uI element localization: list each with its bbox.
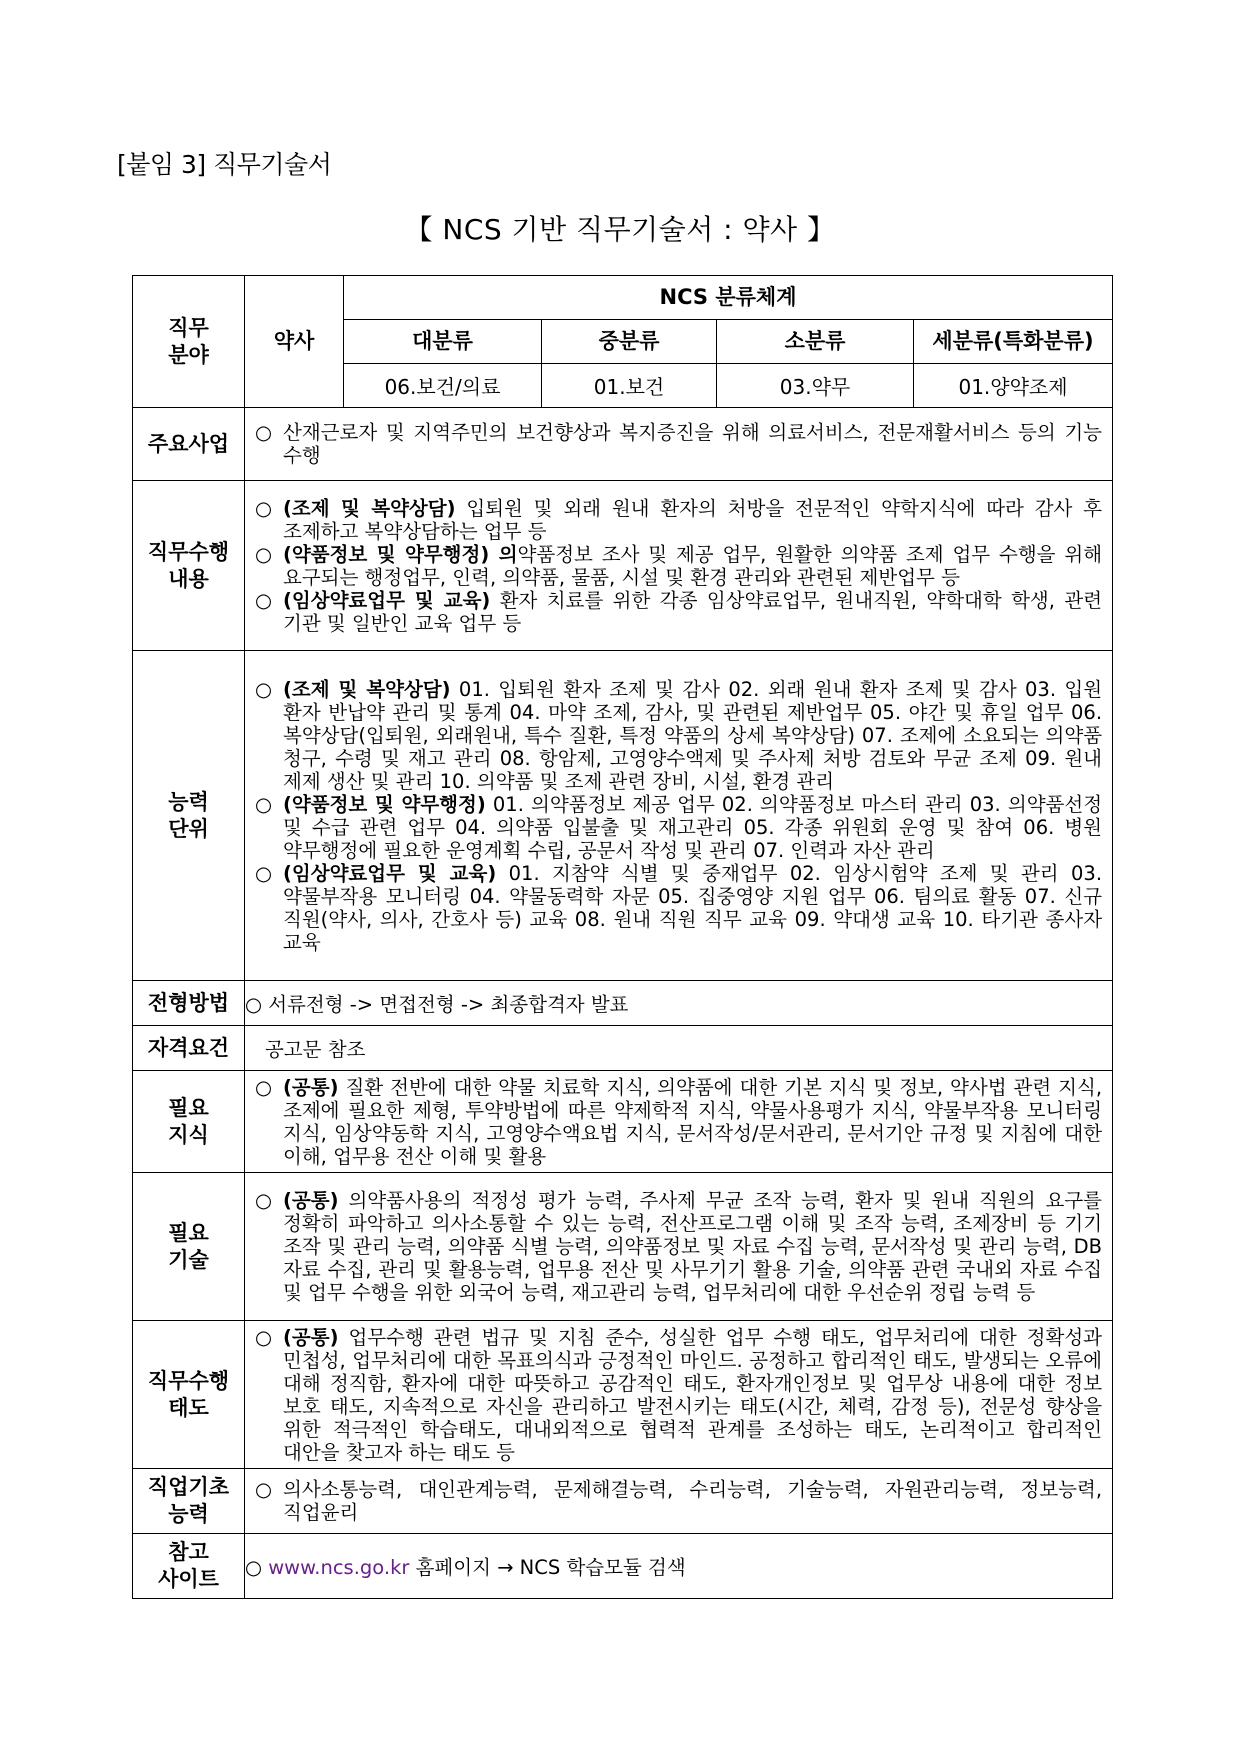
qualification-row [133, 1026, 1113, 1071]
job-field-label: 직무 분야 [133, 276, 245, 408]
basic-competency-content [245, 1469, 1113, 1534]
ncs-column: 세분류(특화분류) [914, 320, 1113, 364]
reference-row [133, 1534, 1113, 1599]
main-business-content [245, 408, 1113, 481]
bullet-icon: ○ [255, 421, 273, 444]
row-label: 전형방법 [133, 981, 245, 1026]
bullet-icon: ○ [245, 993, 263, 1016]
bullet-item: ○ (조제 및 복약상담) 01. 입퇴원 환자 조제 및 감사 02. 외래 원내 환자 조제 및 감사 03. 입원 환자 반납약 관리 및 통계 04. 마약 조제, 감사, 및 관련된 제반업무 05. 야간 및 휴일 업무 06. 복약상담(입퇴원, 외래원내, 특수 질환, 특정 약품의 상세 복약상담) 07. 조제에 소요되는 의약품 청구, 수령 및 재고 관리 08. 항암제, 고영양수액제 및 주사제 처방 검토와 무균 조제 09. 원내 제제 생산 및 관리 10. 의약품 및 조제 관련 장비, 시설, 환경 관리 [255, 677, 1103, 793]
duties-content [245, 481, 1113, 651]
competency-content [245, 651, 1113, 981]
row-label: 능력 단위 [133, 651, 245, 981]
bullet-icon: ○ [255, 1189, 273, 1212]
main-business-row [133, 408, 1113, 481]
duties-row [133, 481, 1113, 651]
bullet-icon: ○ [255, 1325, 273, 1349]
bullet-item: ○ (공통) 의약품사용의 적정성 평가 능력, 주사제 무균 조작 능력, 환자 및 원내 직원의 요구를 정확히 파악하고 의사소통할 수 있는 능력, 전산프로그램 이해 및 조작 능력, 조제장비 등 기기 조작 및 관리 능력, 의약품 식별 능력, 의약품정보 및 자료 수집 능력, 문서작성 및 관리 능력, DB 자료 수집, 관리 및 활용능력, 업무용 전산 및 사무기기 활용 기술, 의약품 관련 국내외 자료 수집 및 업무 수행을 위한 외국어 능력, 재고관리 능력, 업무처리에 대한 우선순위 정립 능력 등 [255, 1189, 1103, 1304]
bullet-icon: ○ [255, 677, 273, 701]
bullet-item: ○ (조제 및 복약상담) 입퇴원 및 외래 원내 환자의 처방을 전문적인 약학지식에 따라 감사 후 조제하고 복약상담하는 업무 등 [255, 496, 1103, 543]
ncs-column: 대분류 [344, 320, 542, 364]
row-label: 주요사업 [133, 408, 245, 481]
page-title: 【 NCS 기반 직무기술서 : 약사 】 [404, 213, 836, 246]
selection-content: ○ 서류전형 -> 면접전형 -> 최종합격자 발표 [245, 981, 1113, 1026]
attitude-row [133, 1321, 1113, 1469]
ncs-value: 01.양약조제 [914, 364, 1113, 408]
skills-row [133, 1173, 1113, 1321]
ncs-column: 중분류 [542, 320, 717, 364]
basic-competency-row [133, 1469, 1113, 1534]
row-label: 직무수행 내용 [133, 481, 245, 651]
row-label: 자격요건 [133, 1026, 245, 1071]
reference-content: ○ www.ncs.go.kr 홈페이지 → NCS 학습모듈 검색 [245, 1534, 1113, 1599]
job-field-value: 약사 [245, 276, 344, 408]
attitude-content [245, 1321, 1113, 1469]
row-label: 참고 사이트 [133, 1534, 245, 1599]
bullet-icon: ○ [255, 496, 273, 520]
bullet-icon: ○ [245, 1556, 263, 1579]
bullet-icon: ○ [255, 1075, 273, 1099]
bullet-icon: ○ [255, 792, 273, 816]
row-label: 필요 지식 [133, 1071, 245, 1173]
competency-row [133, 651, 1113, 981]
job-description-table [132, 275, 1113, 1599]
row-label: 직업기초 능력 [133, 1469, 245, 1534]
skills-content [245, 1173, 1113, 1321]
bullet-icon: ○ [255, 1478, 273, 1501]
ncs-value: 03.약무 [717, 364, 914, 408]
knowledge-content [245, 1071, 1113, 1173]
row-label: 필요 기술 [133, 1173, 245, 1321]
bullet-item: ○ (공통) 질환 전반에 대한 약물 치료학 지식, 의약품에 대한 기본 지식 및 정보, 약사법 관련 지식, 조제에 필요한 제형, 투약방법에 따른 약제학적 지식, 약물사용평가 지식, 약물부작용 모니터링 지식, 임상약동학 지식, 고영양수액요법 지식, 문서작성/문서관리, 문서기안 규정 및 지침에 대한 이해, 업무용 전산 이해 및 활용 [255, 1075, 1103, 1168]
ncs-website-link[interactable]: www.ncs.go.kr [268, 1556, 410, 1579]
bullet-icon: ○ [255, 588, 273, 612]
bullet-icon: ○ [255, 861, 273, 885]
bullet-item: ○ 산재근로자 및 지역주민의 보건향상과 복지증진을 위해 의료서비스, 전문재활서비스 등의 기능 수행 [255, 421, 1103, 467]
bullet-icon: ○ [255, 542, 273, 566]
selection-row [133, 981, 1113, 1026]
row-label: 직무수행 태도 [133, 1321, 245, 1469]
knowledge-row [133, 1071, 1113, 1173]
qualification-content: 공고문 참조 [245, 1026, 1113, 1071]
bullet-item: ○ (임상약료업무 및 교육) 환자 치료를 위한 각종 임상약료업무, 원내직원, 약학대학 학생, 관련 기관 및 일반인 교육 업무 등 [255, 588, 1103, 635]
bullet-item: ○ (약품정보 및 약무행정) 의약품정보 조사 및 제공 업무, 원활한 의약품 조제 업무 수행을 위해 요구되는 행정업무, 인력, 의약품, 물품, 시설 및 환경 관리와 관련된 제반업무 등 [255, 542, 1103, 589]
ncs-value: 01.보건 [542, 364, 717, 408]
bullet-item: ○ (공통) 업무수행 관련 법규 및 지침 준수, 성실한 업무 수행 태도, 업무처리에 대한 정확성과 민첩성, 업무처리에 대한 목표의식과 긍정적인 마인드. 공정하고 합리적인 태도, 발생되는 오류에 대해 정직함, 환자에 대한 따뜻하고 공감적인 태도, 환자개인정보 및 업무상 내용에 대한 정보 보호 태도, 지속적으로 자신을 관리하고 발전시키는 태도(시간, 체력, 감정 등), 전문성 향상을 위한 적극적인 학습태도, 대내외적으로 협력적 관계를 조성하는 태도, 논리적이고 합리적인 대안을 찾고자 하는 태도 등 [255, 1325, 1103, 1464]
bullet-item: ○ 의사소통능력, 대인관계능력, 문제해결능력, 수리능력, 기술능력, 자원관리능력, 정보능력, 직업윤리 [255, 1478, 1103, 1524]
bullet-item: ○ (약품정보 및 약무행정) 01. 의약품정보 제공 업무 02. 의약품정보 마스터 관리 03. 의약품선정 및 수급 관련 업무 04. 의약품 입불출 및 재고관리 05. 각종 위원회 운영 및 참여 06. 병원 약무행정에 필요한 운영계획 수립, 공문서 작성 및 관리 07. 인력과 자산 관리 [255, 792, 1103, 862]
ncs-value: 06.보건/의료 [344, 364, 542, 408]
ncs-header: NCS 분류체계 [344, 276, 1113, 320]
bullet-item: ○ (임상약료업무 및 교육) 01. 지참약 식별 및 중재업무 02. 임상시험약 조제 및 관리 03. 약물부작용 모니터링 04. 약물동력학 자문 05. 집중영양 지원 업무 06. 팀의료 활동 07. 신규 직원(약사, 의사, 간호사 등) 교육 08. 원내 직원 직무 교육 09. 약대생 교육 10. 타기관 종사자 교육 [255, 861, 1103, 954]
ncs-column: 소분류 [717, 320, 914, 364]
attachment-label: [붙임 3] 직무기술서 [117, 150, 332, 179]
